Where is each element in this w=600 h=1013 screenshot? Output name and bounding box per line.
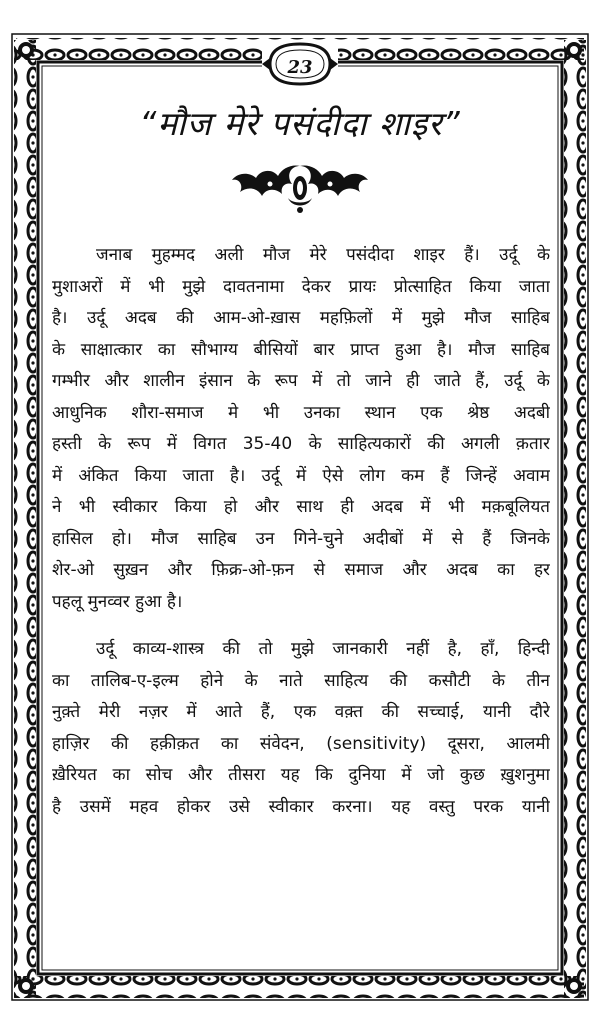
text-line: हस्ती के रूप में विगत 35-40 के साहित्यकारों की अगली क़तार (52, 434, 550, 454)
text-line: जनाब मुहम्मद अली मौज मेरे पसंदीदा शाइर हैं। उर्दू के (96, 245, 550, 265)
text-line: शेर-ओ सुख़न और फ़िक्र-ओ-फ़न से समाज और अदब का हर (52, 560, 550, 580)
text-line: में अंकित किया जाता है। उर्दू में ऐसे लोग कम हैं जिन्हें अवाम (52, 465, 550, 486)
title-ornament-icon (230, 158, 370, 214)
paragraph-1 (52, 240, 550, 618)
text-line: हासिल हो। मौज साहिब उन गिने-चुने अदीबों में से हैं जिनके (52, 528, 550, 549)
body-text (52, 240, 550, 823)
text-line: उर्दू काव्य-शास्त्र की तो मुझे जानकारी नहीं है, हाँ, हिन्दी (96, 639, 550, 659)
text-line: है उसमें महव होकर उसे स्वीकार करना। यह वस्तु परक यानी (52, 796, 550, 817)
text-line: गम्भीर और शालीन इंसान के रूप में तो जाने ही जाते हैं, उर्दू के (52, 371, 550, 391)
chapter-title: “मौज मेरे पसंदीदा शाइर” (139, 104, 461, 143)
text-line: के साक्षात्कार का सौभाग्य बीसियों बार प्राप्त हुआ है। मौज साहिब (52, 339, 550, 360)
text-line: आधुनिक शौरा-समाज मे भी उनका स्थान एक श्रेष्ठ अदबी (52, 402, 550, 423)
page-number: 23 (287, 56, 313, 78)
text-line: हाज़िर की हक़ीक़त का संवेदन, (sensitivity) दूसरा, आलमी (52, 733, 550, 754)
text-line: नुक़्ते मेरी नज़र में आते हैं, एक वक़्त की सच्चाई, यानी दौरे (52, 702, 550, 722)
text-line: है। उर्दू अदब की आम-ओ-ख़ास महफ़िलों में मुझे मौज साहिब (52, 308, 550, 328)
text-line: का तालिब-ए-इल्म होने के नाते साहित्य की कसौटी के तीन (52, 670, 550, 691)
paragraph-2 (52, 634, 550, 823)
text-line: ने भी स्वीकार किया हो और साथ ही अदब में भी मक़बूलियत (52, 497, 550, 517)
paragraph-spacer (52, 618, 550, 634)
text-line: ख़ैरियत का सोच और तीसरा यह कि दुनिया में जो कुछ ख़ुशनुमा (52, 765, 550, 785)
text-line: मुशाअरों में भी मुझे दावतनामा देकर प्रायः प्रोत्साहित किया जाता (52, 276, 550, 297)
text-line: पहलू मुनव्वर हुआ है। (52, 591, 183, 612)
